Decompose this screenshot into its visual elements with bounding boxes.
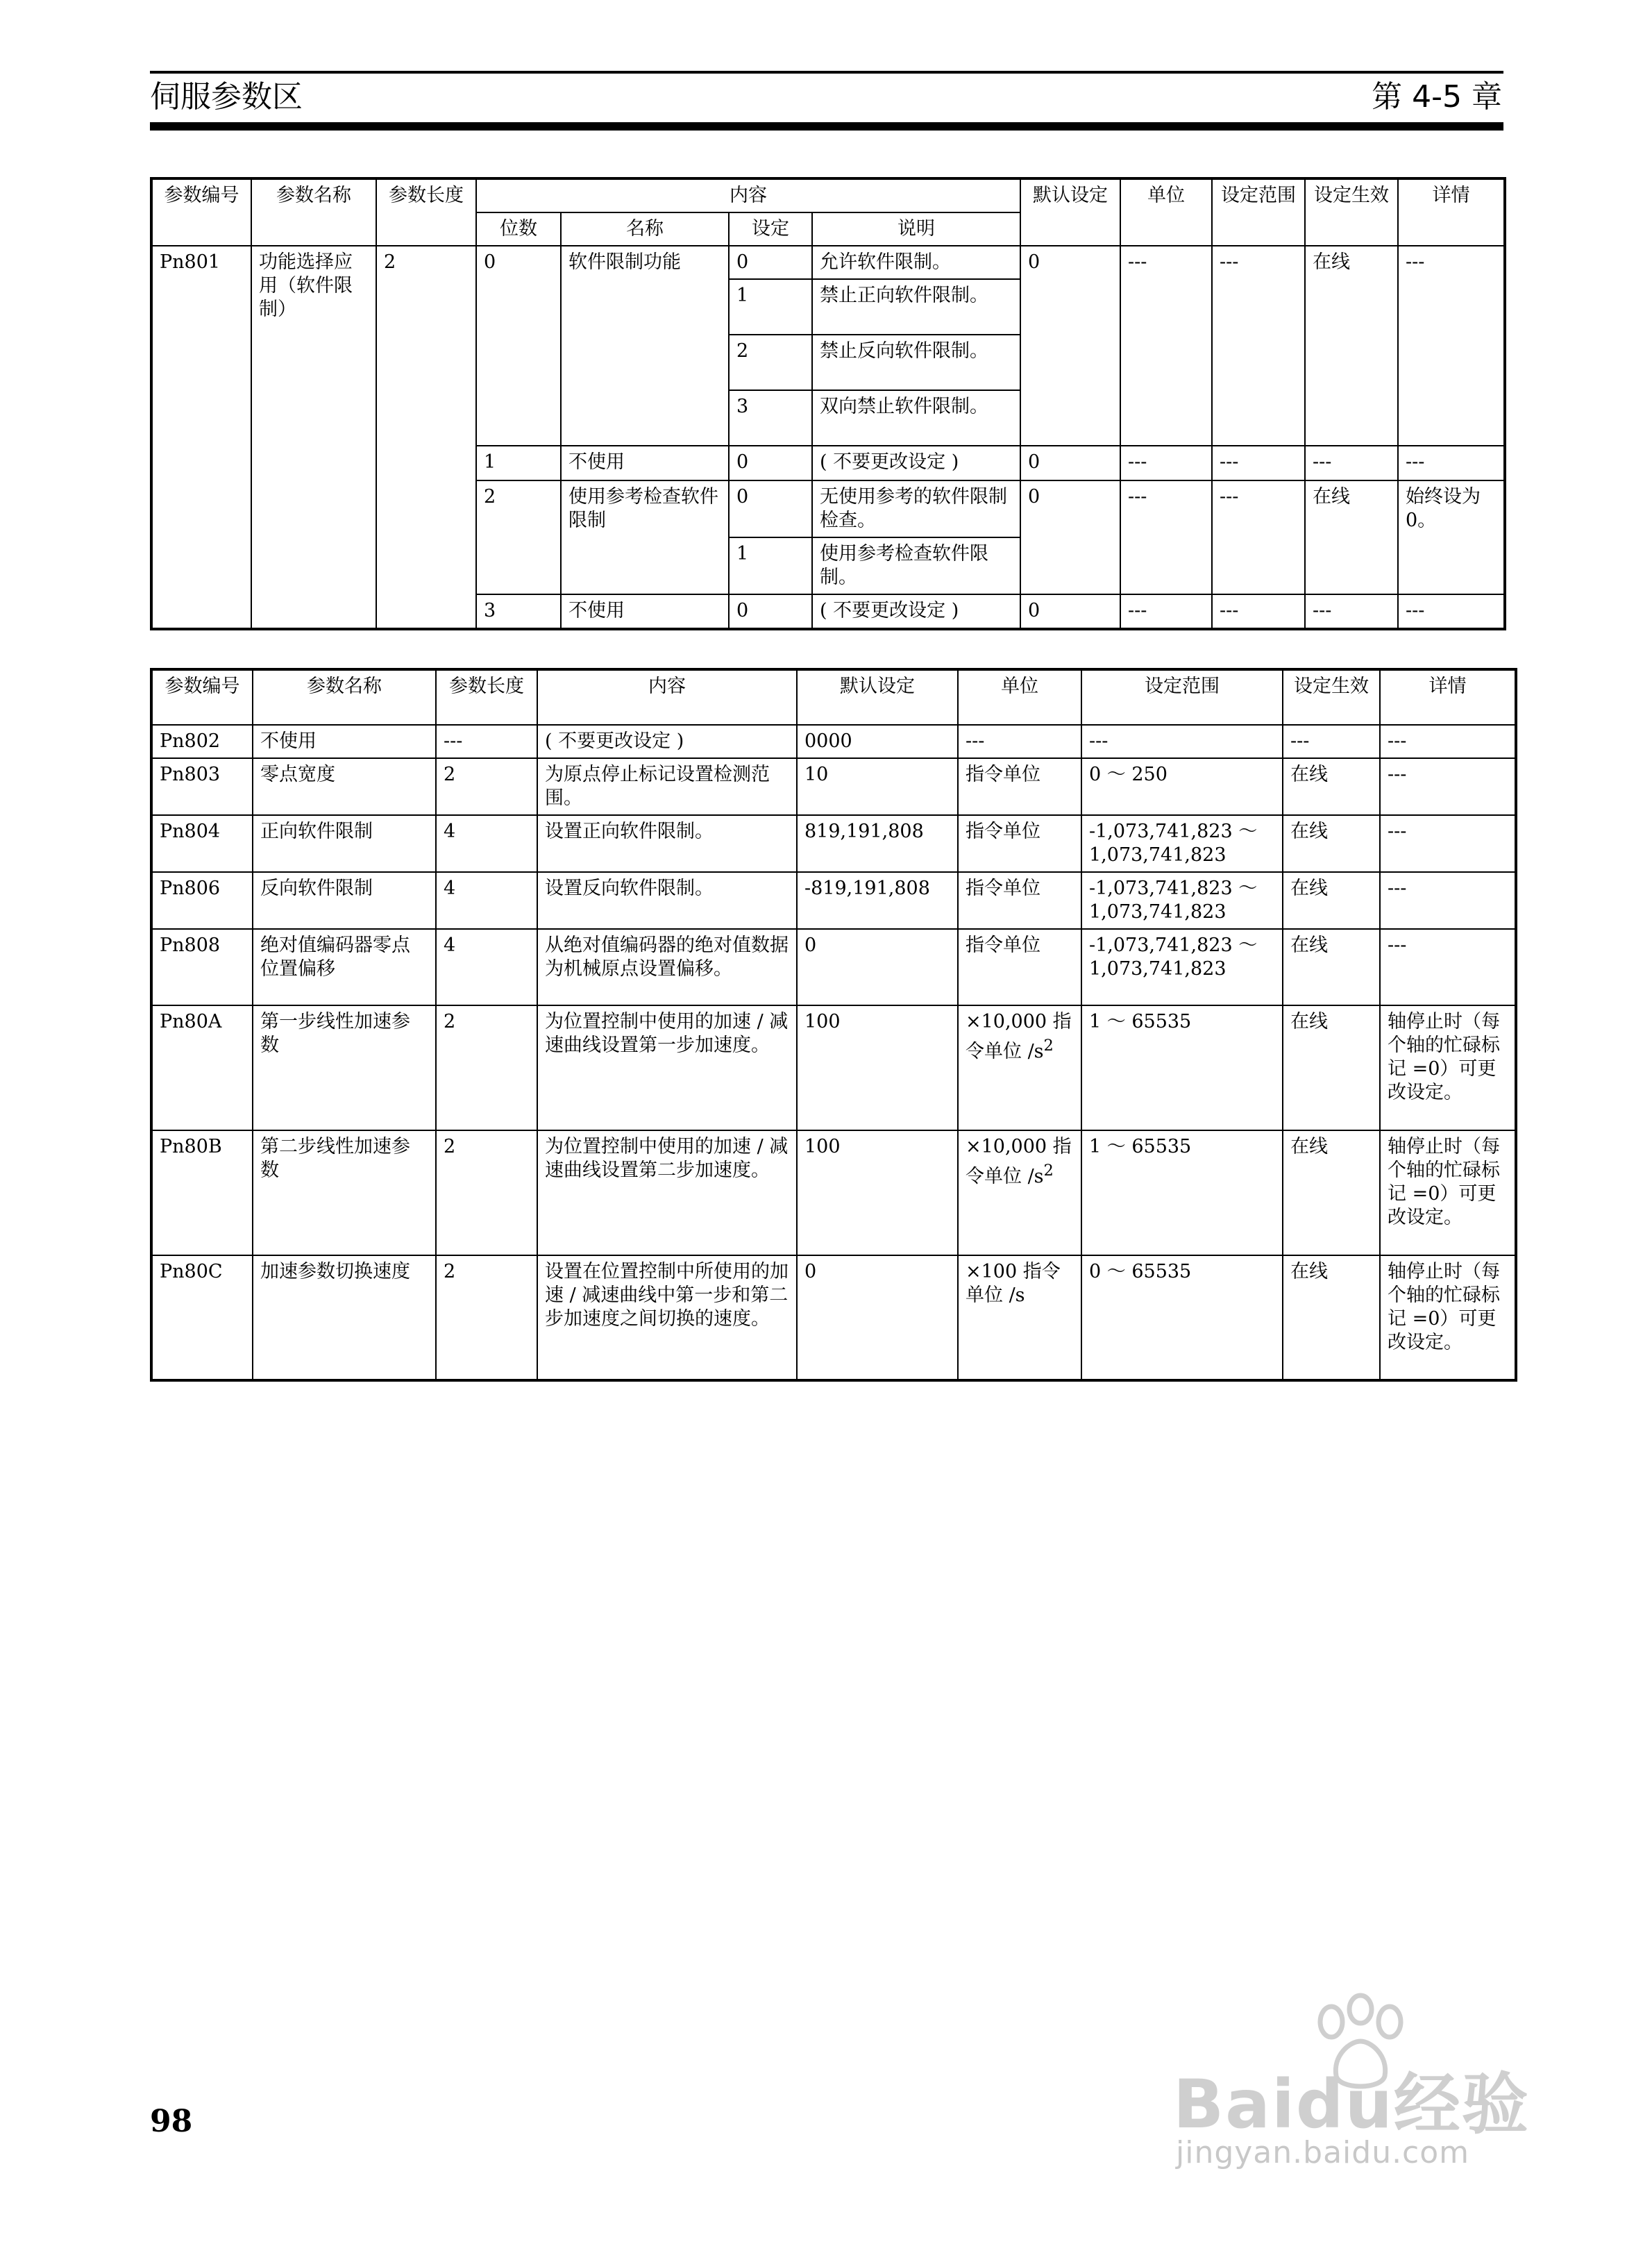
col-default: 默认设定 <box>797 669 958 725</box>
cell-range: --- <box>1081 725 1283 758</box>
cell-param-no: Pn806 <box>151 872 253 929</box>
table-row <box>151 725 1516 758</box>
cell-param-name: 绝对值编码器零点位置偏移 <box>253 929 436 1005</box>
header-bottom-rule <box>150 122 1503 131</box>
cell-default: 819,191,808 <box>797 815 958 872</box>
col-default: 默认设定 <box>1020 178 1120 246</box>
unit-text: ×100 指令单位 /s <box>966 1261 1061 1306</box>
cell-effective: --- <box>1305 446 1398 480</box>
cell-range: 1 ～ 65535 <box>1081 1130 1283 1255</box>
cell-param-len: 4 <box>436 872 537 929</box>
cell-unit <box>958 872 1081 929</box>
cell-default: 0 <box>797 929 958 1005</box>
cell-range: 0 ～ 250 <box>1081 758 1283 815</box>
cell-description: ( 不要更改设定 ) <box>812 446 1020 480</box>
section-title: 伺服参数区 <box>150 79 303 115</box>
col-effective: 设定生效 <box>1305 178 1398 246</box>
cell-unit: --- <box>1120 480 1212 594</box>
cell-setting: 0 <box>729 446 812 480</box>
cell-effective: 在线 <box>1283 758 1380 815</box>
col-range: 设定范围 <box>1081 669 1283 725</box>
page-number: 98 <box>150 2104 193 2139</box>
cell-param-len: 2 <box>436 1005 537 1130</box>
cell-content: 从绝对值编码器的绝对值数据为机械原点设置偏移。 <box>537 929 797 1005</box>
table-row <box>151 929 1516 1005</box>
table-row <box>151 758 1516 815</box>
cell-param-len: --- <box>436 725 537 758</box>
table-row <box>151 1130 1516 1255</box>
cell-details: --- <box>1380 758 1516 815</box>
col-content: 内容 <box>537 669 797 725</box>
table-row <box>151 246 1505 279</box>
cell-details: 轴停止时（每个轴的忙碌标记 =0）可更改设定。 <box>1380 1255 1516 1380</box>
cell-details: 轴停止时（每个轴的忙碌标记 =0）可更改设定。 <box>1380 1005 1516 1130</box>
cell-param-name: 不使用 <box>253 725 436 758</box>
col-param-no: 参数编号 <box>151 178 251 246</box>
col-name: 名称 <box>561 212 729 246</box>
cell-range: --- <box>1212 594 1305 629</box>
pn801-table <box>150 177 1506 630</box>
cell-name: 软件限制功能 <box>561 246 729 446</box>
table-row <box>151 815 1516 872</box>
cell-unit: --- <box>1120 246 1212 446</box>
cell-range: --- <box>1212 246 1305 446</box>
cell-effective: --- <box>1283 725 1380 758</box>
unit-exponent: 2 <box>1043 1162 1054 1180</box>
cell-name: 不使用 <box>561 446 729 480</box>
cell-param-len: 2 <box>436 1130 537 1255</box>
unit-text: 指令单位 <box>966 821 1040 842</box>
col-param-name: 参数名称 <box>253 669 436 725</box>
cell-content: ( 不要更改设定 ) <box>537 725 797 758</box>
cell-description: 双向禁止软件限制。 <box>812 390 1020 446</box>
col-content: 内容 <box>476 178 1020 212</box>
cell-effective: 在线 <box>1305 480 1398 594</box>
col-param-name: 参数名称 <box>251 178 376 246</box>
cell-param-name: 反向软件限制 <box>253 872 436 929</box>
cell-unit <box>958 929 1081 1005</box>
cell-default: 0000 <box>797 725 958 758</box>
cell-unit <box>958 1130 1081 1255</box>
cell-details: --- <box>1380 725 1516 758</box>
cell-content: 设置在位置控制中所使用的加速 / 减速曲线中第一步和第二步加速度之间切换的速度。 <box>537 1255 797 1380</box>
col-description: 说明 <box>812 212 1020 246</box>
col-effective: 设定生效 <box>1283 669 1380 725</box>
cell-details: 始终设为 0。 <box>1398 480 1505 594</box>
cell-unit <box>958 725 1081 758</box>
baidu-watermark <box>1173 1993 1562 2187</box>
cell-param-name: 第一步线性加速参数 <box>253 1005 436 1130</box>
col-range: 设定范围 <box>1212 178 1305 246</box>
cell-effective: --- <box>1305 594 1398 629</box>
cell-param-name: 第二步线性加速参数 <box>253 1130 436 1255</box>
cell-details: --- <box>1398 446 1505 480</box>
cell-range: -1,073,741,823 ～ 1,073,741,823 <box>1081 815 1283 872</box>
table-row <box>151 1255 1516 1380</box>
cell-details: --- <box>1380 929 1516 1005</box>
unit-text: 指令单位 <box>966 935 1040 956</box>
cell-default: -819,191,808 <box>797 872 958 929</box>
cell-description: 禁止反向软件限制。 <box>812 335 1020 390</box>
cell-unit <box>958 758 1081 815</box>
cell-unit <box>958 815 1081 872</box>
cell-name: 使用参考检查软件限制 <box>561 480 729 594</box>
cell-default: 100 <box>797 1005 958 1130</box>
cell-default: 0 <box>1020 594 1120 629</box>
cell-param-len: 2 <box>436 1255 537 1380</box>
cell-effective: 在线 <box>1283 1005 1380 1130</box>
cell-digit: 1 <box>476 446 561 480</box>
cell-details: 轴停止时（每个轴的忙碌标记 =0）可更改设定。 <box>1380 1130 1516 1255</box>
col-unit: 单位 <box>958 669 1081 725</box>
cell-param-no: Pn801 <box>151 246 251 629</box>
cell-description: ( 不要更改设定 ) <box>812 594 1020 629</box>
col-unit: 单位 <box>1120 178 1212 246</box>
cell-setting: 1 <box>729 537 812 594</box>
cell-description: 无使用参考的软件限制检查。 <box>812 480 1020 537</box>
cell-setting: 0 <box>729 246 812 279</box>
cell-effective: 在线 <box>1283 929 1380 1005</box>
unit-text: ×10,000 指令单位 /s <box>966 1011 1072 1062</box>
col-digit: 位数 <box>476 212 561 246</box>
col-param-len: 参数长度 <box>376 178 476 246</box>
cell-content: 为原点停止标记设置检测范围。 <box>537 758 797 815</box>
unit-text: 指令单位 <box>966 878 1040 899</box>
cell-effective: 在线 <box>1283 1130 1380 1255</box>
cell-content: 为位置控制中使用的加速 / 减速曲线设置第二步加速度。 <box>537 1130 797 1255</box>
watermark-brand: Baidu经验 <box>1173 2066 1530 2143</box>
cell-param-no: Pn804 <box>151 815 253 872</box>
cell-default: 0 <box>1020 446 1120 480</box>
cell-param-no: Pn80A <box>151 1005 253 1130</box>
cell-name: 不使用 <box>561 594 729 629</box>
table-row <box>151 1005 1516 1130</box>
cell-param-name: 功能选择应用（软件限制） <box>251 246 376 629</box>
cell-setting: 0 <box>729 480 812 537</box>
cell-unit <box>958 1255 1081 1380</box>
cell-details: --- <box>1398 246 1505 446</box>
cell-description: 使用参考检查软件限制。 <box>812 537 1020 594</box>
cell-param-len: 4 <box>436 929 537 1005</box>
cell-digit: 3 <box>476 594 561 629</box>
cell-range: --- <box>1212 446 1305 480</box>
cell-setting: 2 <box>729 335 812 390</box>
cell-range: 1 ～ 65535 <box>1081 1005 1283 1130</box>
cell-content: 为位置控制中使用的加速 / 减速曲线设置第一步加速度。 <box>537 1005 797 1130</box>
table-row <box>151 872 1516 929</box>
unit-text: --- <box>966 730 985 752</box>
cell-param-len: 4 <box>436 815 537 872</box>
cell-param-name: 加速参数切换速度 <box>253 1255 436 1380</box>
cell-digit: 0 <box>476 246 561 446</box>
header-top-rule <box>150 71 1503 74</box>
cell-setting: 0 <box>729 594 812 629</box>
cell-range: -1,073,741,823 ～ 1,073,741,823 <box>1081 929 1283 1005</box>
cell-param-name: 零点宽度 <box>253 758 436 815</box>
cell-unit: --- <box>1120 594 1212 629</box>
cell-description: 禁止正向软件限制。 <box>812 279 1020 335</box>
watermark-url: jingyan.baidu.com <box>1176 2135 1470 2170</box>
cell-digit: 2 <box>476 480 561 594</box>
cell-default: 0 <box>1020 480 1120 594</box>
cell-param-no: Pn802 <box>151 725 253 758</box>
cell-range: 0 ～ 65535 <box>1081 1255 1283 1380</box>
cell-effective: 在线 <box>1283 1255 1380 1380</box>
cell-setting: 3 <box>729 390 812 446</box>
unit-text: 指令单位 <box>966 764 1040 785</box>
cell-range: --- <box>1212 480 1305 594</box>
cell-setting: 1 <box>729 279 812 335</box>
cell-param-no: Pn80B <box>151 1130 253 1255</box>
col-param-len: 参数长度 <box>436 669 537 725</box>
col-details: 详情 <box>1380 669 1516 725</box>
cell-default: 10 <box>797 758 958 815</box>
cell-param-no: Pn808 <box>151 929 253 1005</box>
col-param-no: 参数编号 <box>151 669 253 725</box>
pn802-pn80c-table <box>150 668 1517 1382</box>
cell-param-len: 2 <box>436 758 537 815</box>
cell-content: 设置反向软件限制。 <box>537 872 797 929</box>
cell-default: 100 <box>797 1130 958 1255</box>
cell-param-no: Pn80C <box>151 1255 253 1380</box>
col-setting: 设定 <box>729 212 812 246</box>
unit-text: ×10,000 指令单位 /s <box>966 1136 1072 1187</box>
cell-param-name: 正向软件限制 <box>253 815 436 872</box>
col-details: 详情 <box>1398 178 1505 246</box>
cell-range: -1,073,741,823 ～ 1,073,741,823 <box>1081 872 1283 929</box>
unit-exponent: 2 <box>1043 1037 1054 1055</box>
cell-unit <box>958 1005 1081 1130</box>
cell-unit: --- <box>1120 446 1212 480</box>
cell-param-len: 2 <box>376 246 476 629</box>
cell-details: --- <box>1380 872 1516 929</box>
cell-default: 0 <box>797 1255 958 1380</box>
cell-content: 设置正向软件限制。 <box>537 815 797 872</box>
cell-details: --- <box>1380 815 1516 872</box>
cell-description: 允许软件限制。 <box>812 246 1020 279</box>
cell-default: 0 <box>1020 246 1120 446</box>
cell-effective: 在线 <box>1283 872 1380 929</box>
cell-details: --- <box>1398 594 1505 629</box>
cell-param-no: Pn803 <box>151 758 253 815</box>
cell-effective: 在线 <box>1305 246 1398 446</box>
chapter-label: 第 4-5 章 <box>1372 79 1502 115</box>
cell-effective: 在线 <box>1283 815 1380 872</box>
